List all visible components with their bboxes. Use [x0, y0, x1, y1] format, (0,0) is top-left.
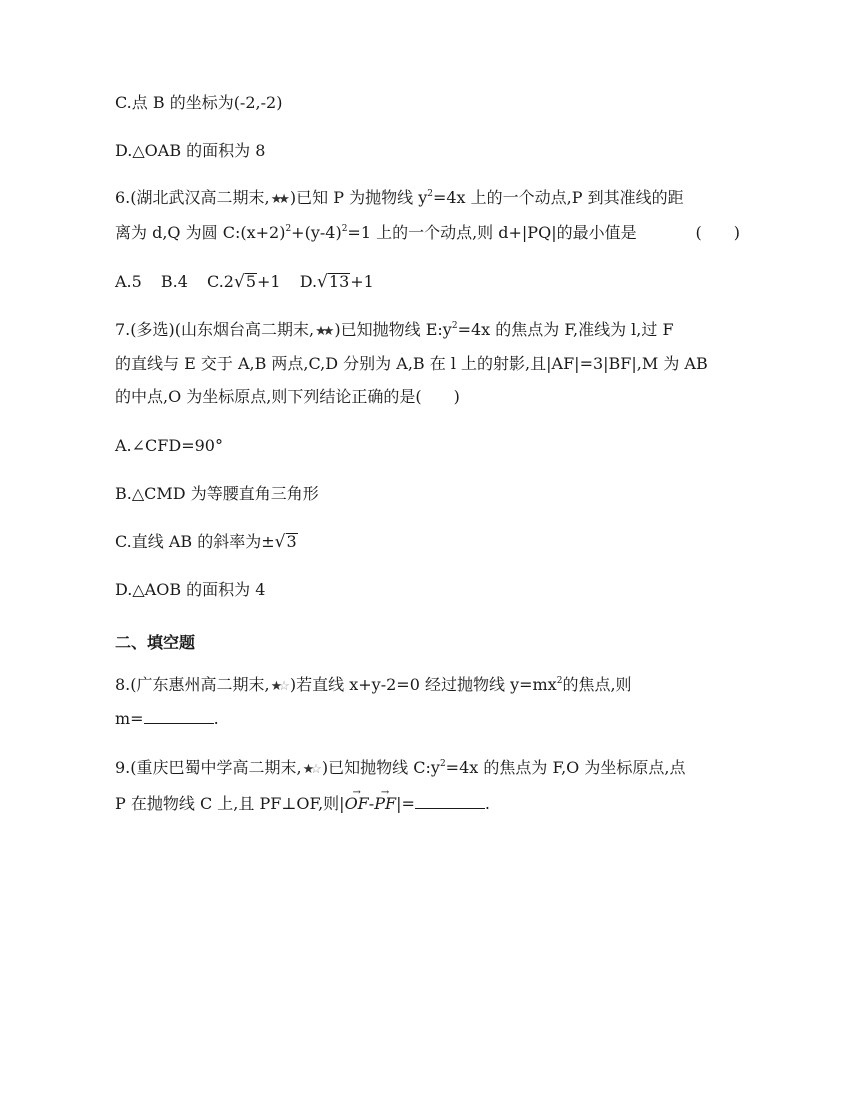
q6-stem-line2: 离为 d,Q 为圆 $C:(x+2)^2+(y-4)^2=1$ 上的一个动点,则 d+|PQ|的最小值是 ( ): [115, 223, 740, 242]
q7-stem-line1: 7.(多选)(山东烟台高二期末,★★ )已知抛物线 $E:y^2=4x$ 的焦点为 F,准线为 l,过 F: [115, 319, 674, 343]
sqrt-icon: √: [233, 272, 245, 292]
answer-blank[interactable]: [415, 794, 485, 809]
answer-parentheses: ( ): [695, 223, 740, 242]
q6-option-d: D.√13+1: [299, 272, 374, 292]
answer-blank[interactable]: [144, 709, 214, 724]
section-title: 二、填空题: [115, 633, 196, 652]
difficulty-stars-icon: ★☆: [302, 762, 318, 777]
vector-of: → OF: [345, 793, 369, 815]
q6-stem-line1: 6.(湖北武汉高二期末,★★ )已知 P 为抛物线 $y^2=4x$ 上的一个动点,P 到其准线的距: [115, 187, 684, 211]
q7-stem-line2: 的直线与 E 交于 A,B 两点,C,D 分别为 A,B 在 l 上的射影,且|AF|=3|BF|,M 为 AB: [115, 354, 708, 373]
q7-option-d: D.△AOB 的面积为 4: [115, 580, 266, 599]
q5-option-d: D.△OAB 的面积为 8: [115, 141, 266, 160]
q8-source: 8.(广东惠州高二期末,: [115, 675, 270, 694]
q7-source: 7.(多选)(山东烟台高二期末,: [115, 320, 315, 339]
q6-options: [115, 271, 388, 293]
difficulty-stars-icon: ★☆: [270, 679, 286, 694]
q6-option-c: C.2√5+1: [207, 272, 281, 292]
q8-stem-line1: 8.(广东惠州高二期末,★☆ )若直线 x+y-2=0 经过抛物线 $y=mx^2$的焦点,则: [115, 674, 632, 698]
sqrt-icon: √: [317, 272, 328, 292]
q6-option-b: B.4: [160, 272, 188, 291]
q9-source: 9.(重庆巴蜀中学高二期末,: [115, 758, 302, 777]
q9-stem-line2: P 在抛物线 C 上,且 PF⊥OF,则|→ OF-→ PF|= .: [115, 793, 490, 815]
q7-option-c: C.直线 AB 的斜率为±√3: [115, 532, 297, 552]
difficulty-stars-icon: ★★: [315, 324, 331, 339]
vector-pf: → PF: [374, 793, 396, 815]
sqrt-icon: √: [274, 532, 286, 552]
q6-source: 6.(湖北武汉高二期末,: [115, 188, 270, 207]
q7-option-a: A.∠CFD=90°: [115, 436, 223, 455]
difficulty-stars-icon: ★★: [270, 192, 286, 207]
q8-stem-line2: m= .: [115, 709, 219, 728]
q6-option-a: A.5: [115, 272, 142, 291]
q7-option-b: B.△CMD 为等腰直角三角形: [115, 484, 319, 503]
q9-stem-line1: 9.(重庆巴蜀中学高二期末,★☆ )已知抛物线 $C:y^2=4x$ 的焦点为 F,O 为坐标原点,点: [115, 757, 685, 781]
q5-option-c: C.点 B 的坐标为(-2,-2): [115, 93, 283, 112]
q7-stem-line3: 的中点,O 为坐标原点,则下列结论正确的是( ): [115, 387, 460, 406]
